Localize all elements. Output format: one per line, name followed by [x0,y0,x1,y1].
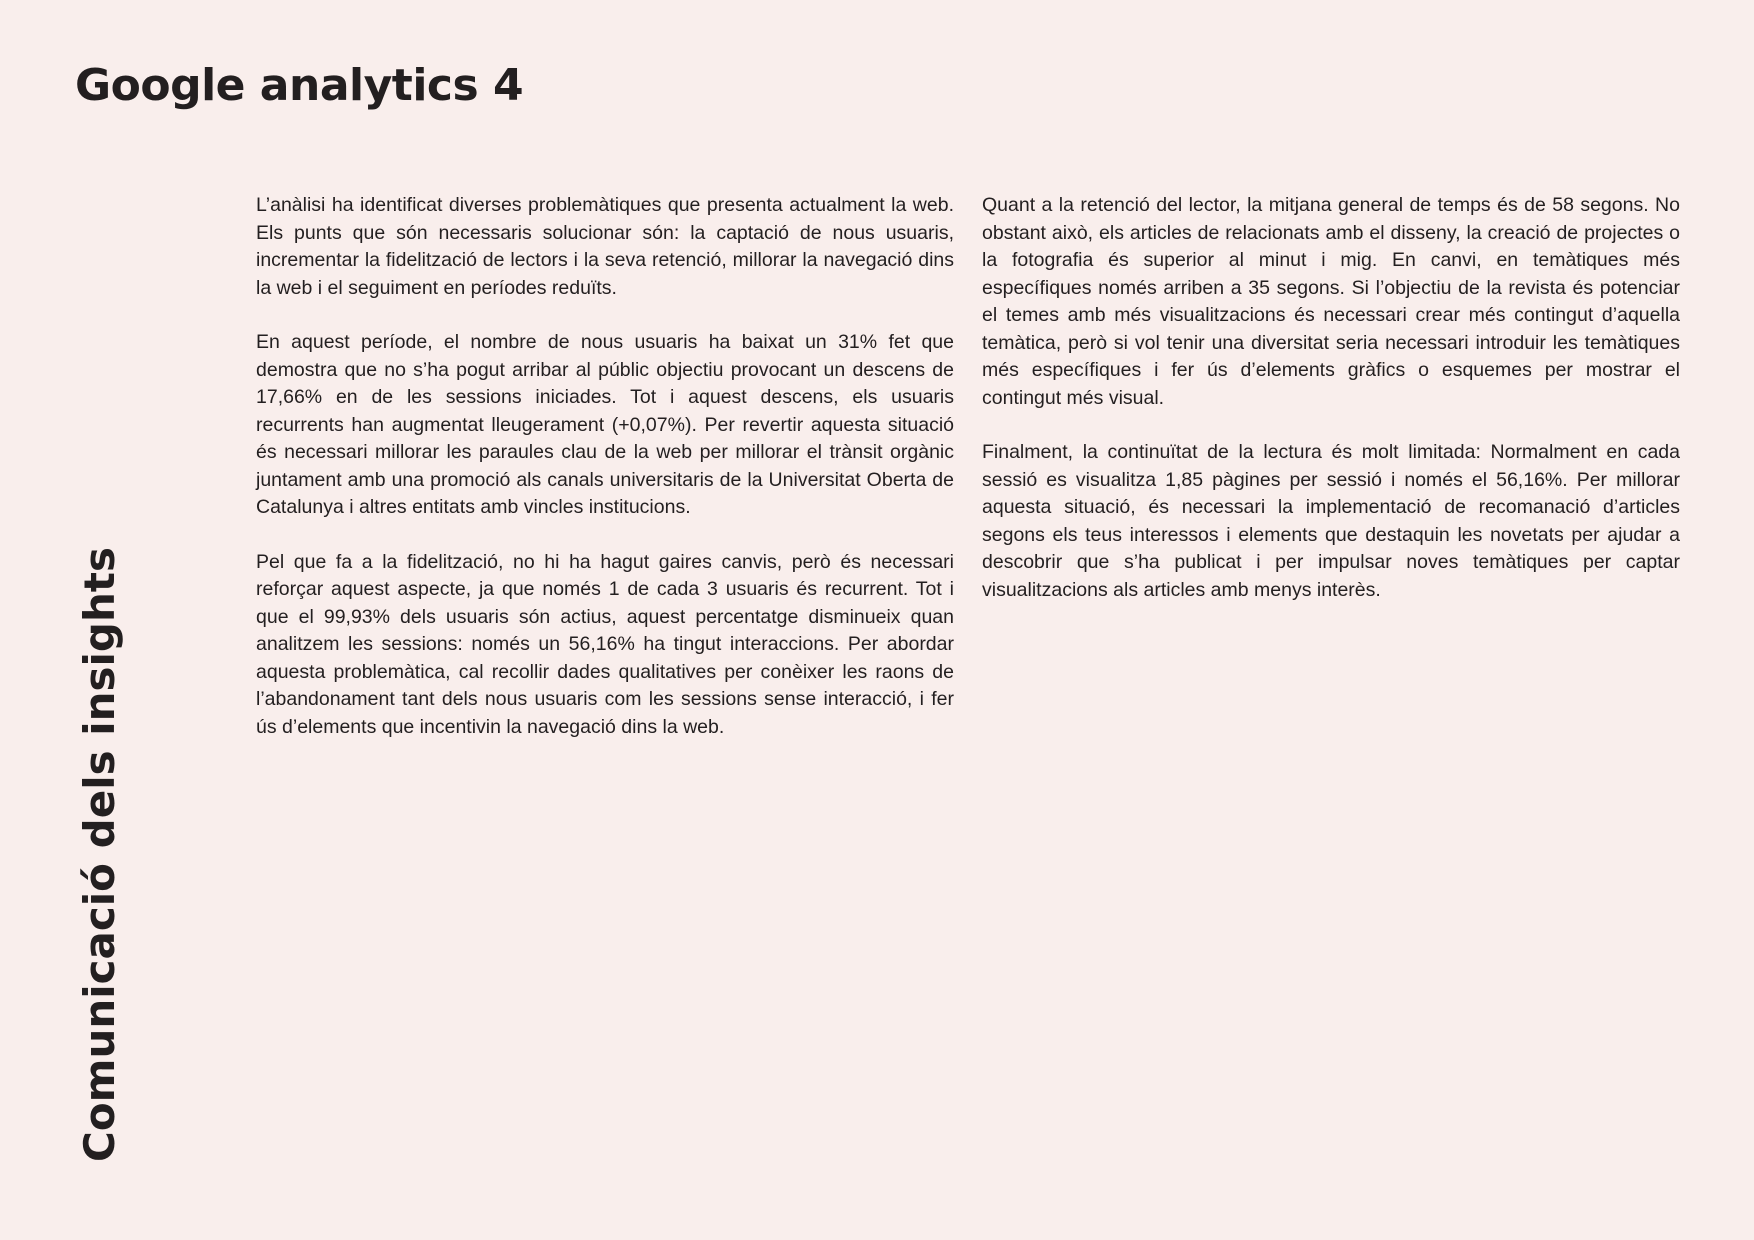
page-title: Google analytics 4 [75,60,524,111]
section-title: Comunicació dels insights [75,547,124,1162]
paragraph-new-users: En aquest període, el nombre de nous usuaris ha baixat un 31% fet que demostra que no s’ha pogut arribar al públic objectiu provocant un descens de 17,66% en de les sessions iniciades. Tot i aquest descens, els usuaris recurrents han augmentat lleugerament (+0,07%). Per revertir aquesta situació és necessari millorar les paraules clau de la web per millorar el trànsit orgànic juntament amb una promoció als canals universitaris de la Universitat Oberta de Catalunya i altres entitats amb vincles institucions. [256,331,954,518]
paragraph-loyalty: Pel que fa a la fidelització, no hi ha hagut gaires canvis, però és necessari reforçar aquest aspecte, ja que només 1 de cada 3 usuaris és recurrent. Tot i que el 99,93% dels usuaris són actius, aquest percentatge disminueix quan analitzem les sessions: només un 56,16% ha tingut interaccions. Per abordar aquesta problemàtica, cal recollir dades qualitatives per conèixer les raons de l’abandonament tant dels nous usuaris com les sessions sense interacció, i fer ús d’elements que incentivin la navegació dins la web. [256,550,954,738]
left-text-column [256,192,954,768]
paragraph-problems-overview: L’anàlisi ha identificat diverses problemàtiques que presenta actualment la web. Els punts que són necessaris solucionar són: la captació de nous usuaris, incrementar la fidelització de lectors i la seva retenció, millorar la navegació dins la web i el seguiment en períodes reduïts. [256,194,954,299]
paragraph-retention: Quant a la retenció del lector, la mitjana general de temps és de 58 segons. No obstant això, els articles de relacionats amb el disseny, la creació de projectes o la fotografia és superior al minut i mig. En canvi, en temàtiques més específiques només arriben a 35 segons. Si l’objectiu de la revista és potenciar el temes amb més visualitzacions és necessari crear més contingut d’aquella temàtica, però si vol tenir una diversitat seria necessari introduir les temàtiques més específiques i fer ús d’elements gràfics o esquemes per mostrar el contingut més visual. [982,194,1680,409]
right-text-column [982,192,1680,631]
paragraph-continuity: Finalment, la continuïtat de la lectura és molt limitada: Normalment en cada sessió es visualitza 1,85 pàgines per sessió i només el 56,16%. Per millorar aquesta situació, és necessari la implementació de recomanació d’articles segons els teus interessos i elements que destaquin les novetats per ajudar a descobrir que s’ha publicat i per impulsar noves temàtiques per captar visualitzacions als articles amb menys interès. [982,441,1680,601]
